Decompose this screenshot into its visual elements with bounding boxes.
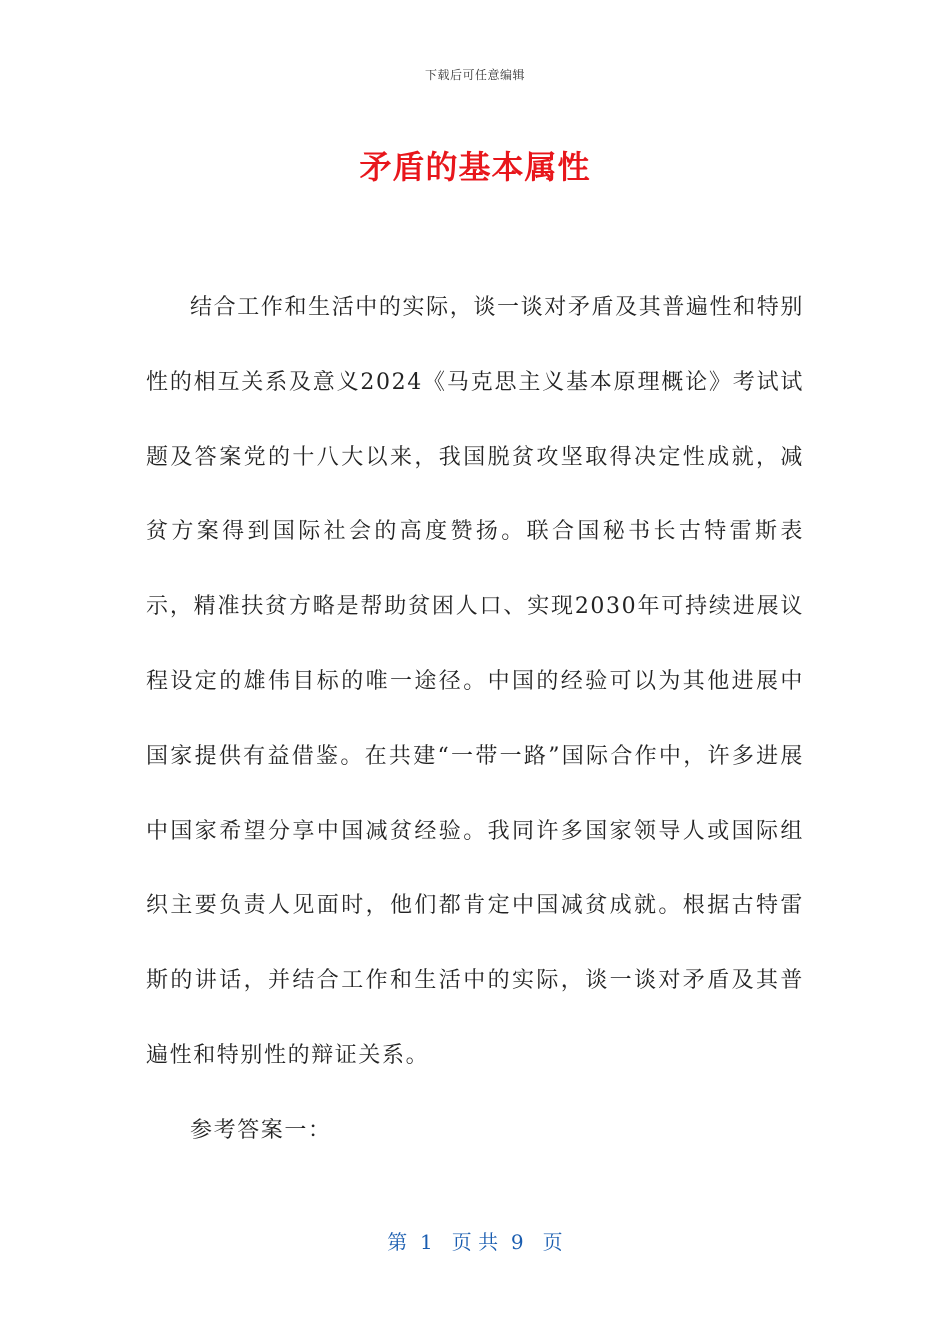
header-note: 下载后可任意编辑 xyxy=(424,68,525,82)
document-body xyxy=(146,271,804,1169)
body-paragraph: 参考答案一： xyxy=(190,1117,332,1143)
document-title: 矛盾的基本属性 xyxy=(359,148,591,186)
page-number-footer: 第 1 页 共 9 页 xyxy=(387,1230,563,1254)
body-paragraph: 结合工作和生活中的实际，谈一谈对矛盾及其普遍性和特别性的相互关系及意义2024《马克思主义基本原理概论》考试试题及答案党的十八大以来，我国脱贫攻坚取得决定性成就，减贫方案得到国际社会的高度赞扬。联合国秘书长古特雷斯表示，精准扶贫方略是帮助贫困人口、实现2030年可持续进展议程设定的雄伟目标的唯一途径。中国的经验可以为其他进展中国家提供有益借鉴。在共建“一带一路”国际合作中，许多进展中国家希望分享中国减贫经验。我同许多国家领导人或国际组织主要负责人见面时，他们都肯定中国减贫成就。根据古特雷斯的讲话，并结合工作和生活中的实际，谈一谈对矛盾及其普遍性和特别性的辩证关系。 xyxy=(146,295,804,1068)
